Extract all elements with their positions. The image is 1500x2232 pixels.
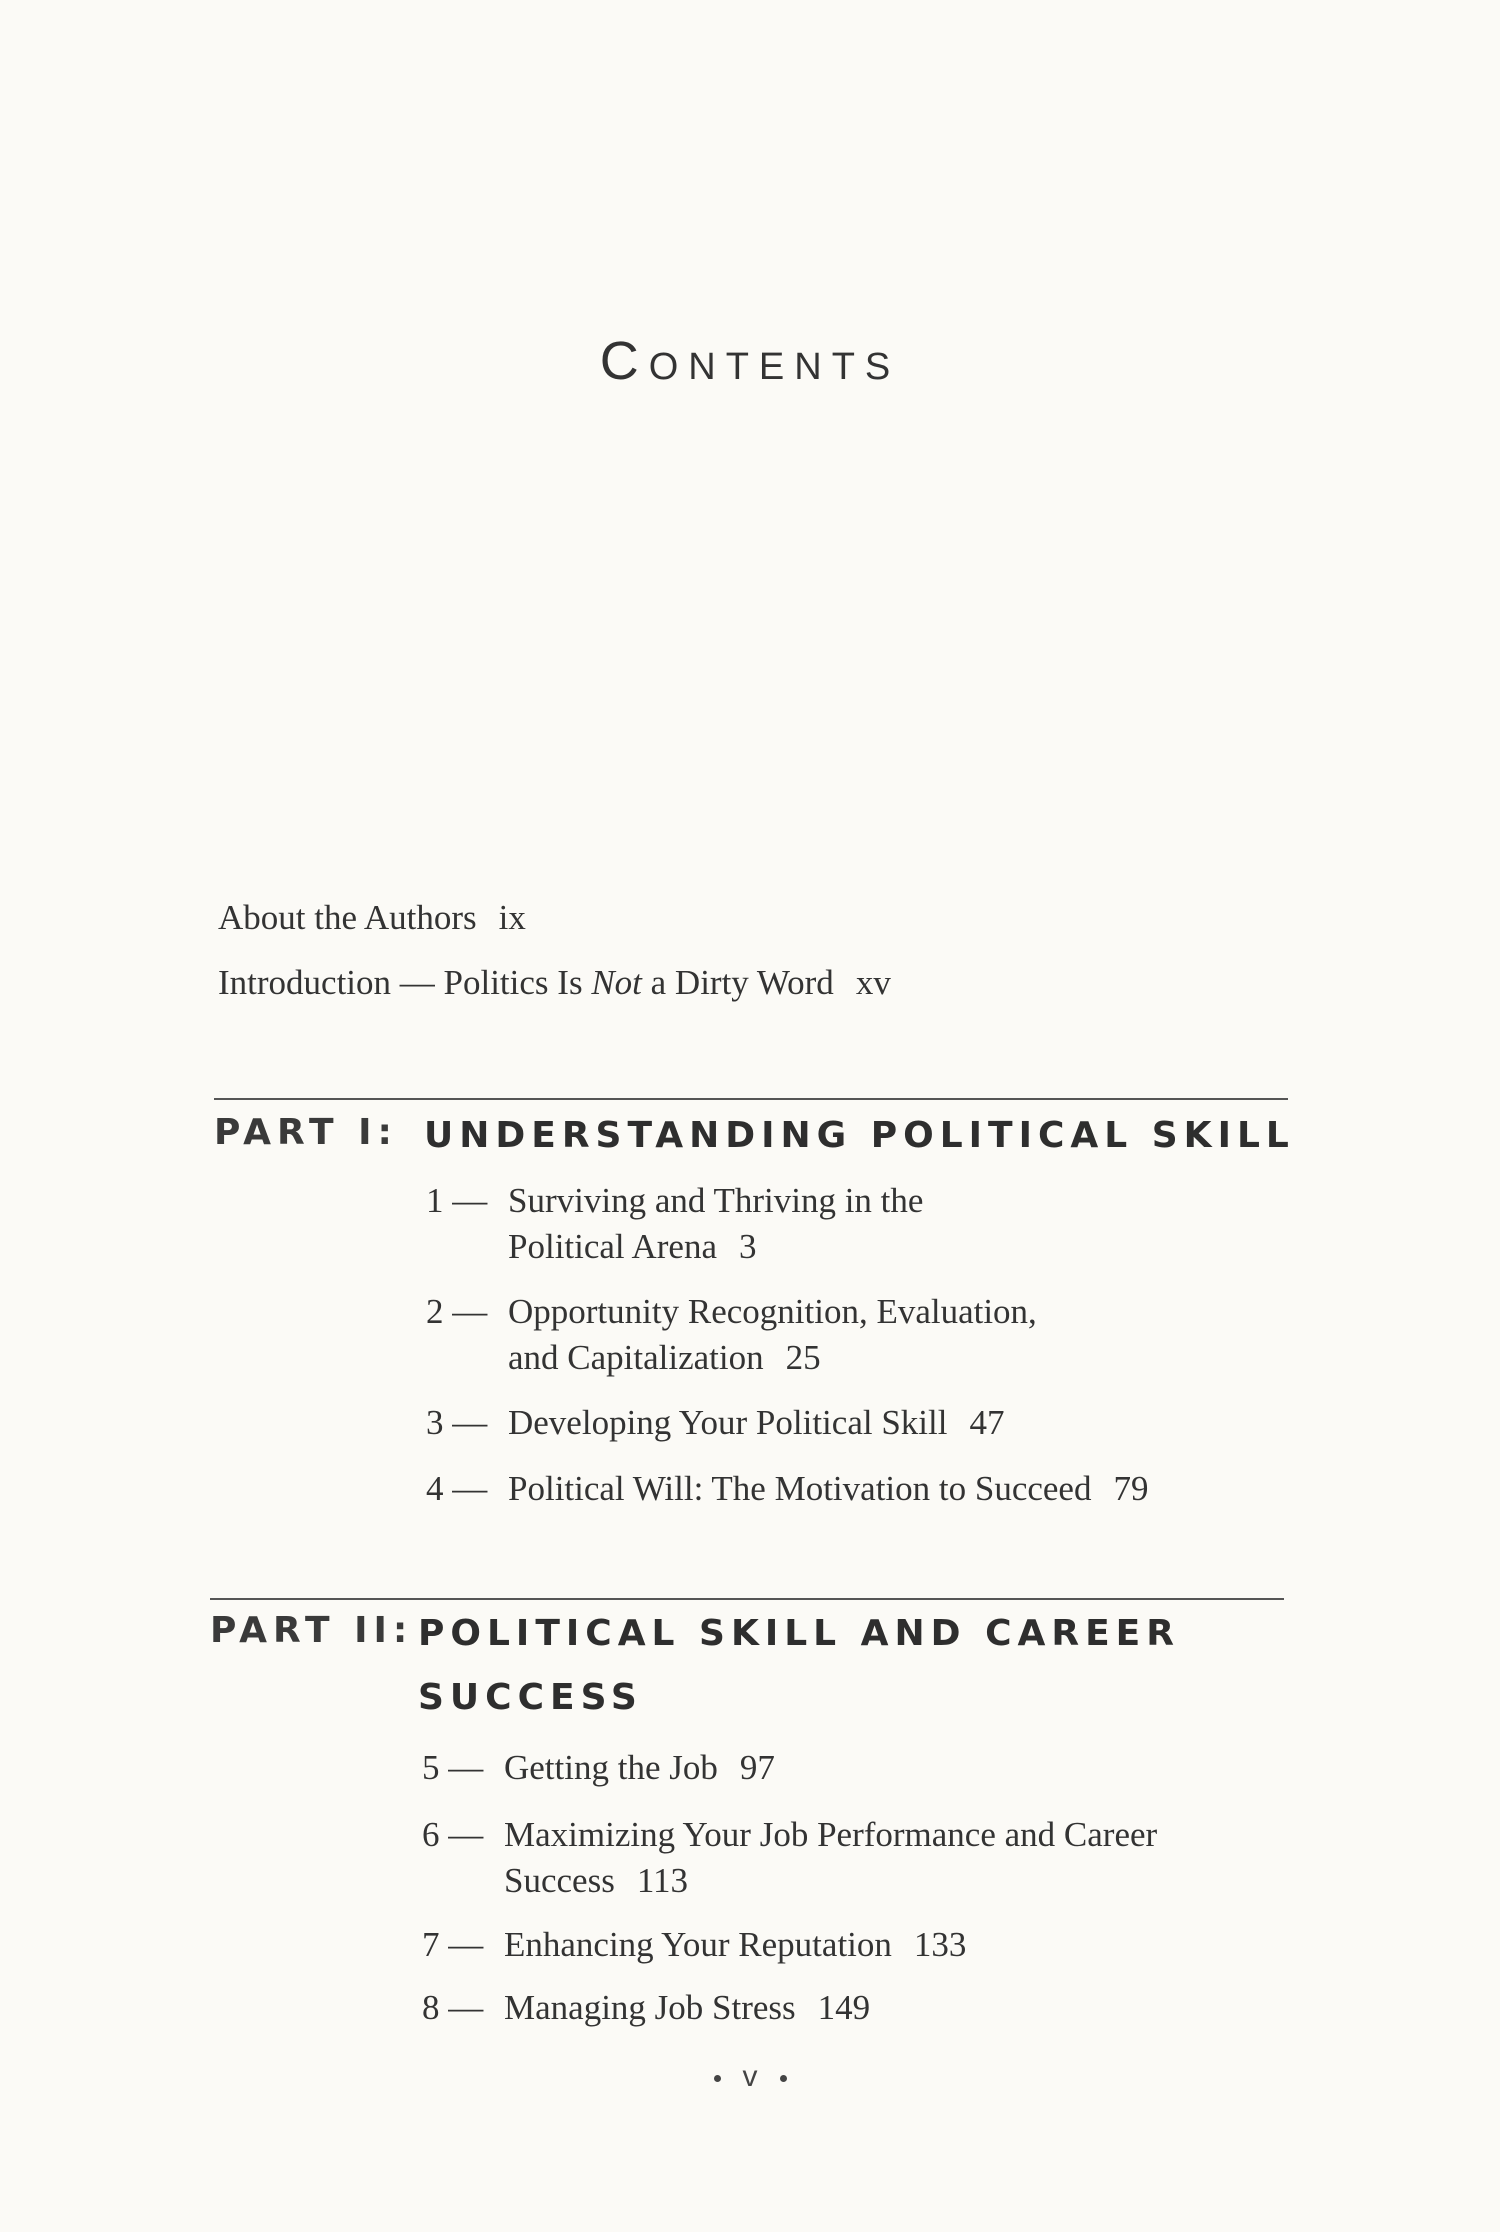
toc-chapter-3[interactable] <box>426 1400 1004 1446</box>
chapter-page: 149 <box>817 1988 871 2027</box>
page-number <box>0 2060 1500 2094</box>
folio-numeral: v <box>742 2060 758 2093</box>
toc-chapter-1[interactable] <box>426 1178 923 1270</box>
part-title-line2: SUCCESS <box>418 1677 643 1718</box>
toc-entry-label-start: Introduction — Politics Is <box>218 963 592 1002</box>
toc-entry-introduction[interactable] <box>218 963 891 1003</box>
toc-chapter-2[interactable] <box>426 1289 1037 1381</box>
toc-entry-label-end: a Dirty Word <box>641 963 834 1002</box>
toc-chapter-6[interactable] <box>422 1812 1157 1904</box>
bullet-icon <box>714 2075 721 2082</box>
bullet-icon <box>780 2075 787 2082</box>
chapter-title: Developing Your Political Skill <box>508 1403 948 1442</box>
chapter-page: 25 <box>785 1338 821 1377</box>
chapter-page: 133 <box>913 1925 967 1964</box>
part-title-line1: POLITICAL SKILL AND CAREER <box>418 1613 1180 1654</box>
toc-chapter-4[interactable] <box>426 1466 1148 1512</box>
chapter-page: 47 <box>969 1403 1005 1442</box>
chapter-number: 1 — <box>426 1181 488 1220</box>
chapter-page: 113 <box>636 1861 689 1900</box>
chapter-number: 3 — <box>426 1403 488 1442</box>
chapter-title: Political Will: The Motivation to Succeed <box>508 1469 1092 1508</box>
toc-entry-label: About the Authors <box>218 898 477 937</box>
toc-entry-page: ix <box>498 898 526 937</box>
chapter-page: 79 <box>1113 1469 1149 1508</box>
chapter-title-line2: Political Arena <box>508 1227 717 1266</box>
chapter-page: 97 <box>739 1748 775 1787</box>
part-label: PART I: <box>214 1112 398 1153</box>
part-title: UNDERSTANDING POLITICAL SKILL <box>424 1115 1295 1156</box>
chapter-title: Enhancing Your Reputation <box>504 1925 892 1964</box>
chapter-title: Managing Job Stress <box>504 1988 796 2027</box>
chapter-title-line1: Opportunity Recognition, Evaluation, <box>508 1292 1037 1331</box>
page-title: Contents <box>599 331 901 391</box>
chapter-number: 7 — <box>422 1925 484 1964</box>
part-title <box>418 1602 1180 1730</box>
part-divider-rule <box>210 1598 1284 1600</box>
chapter-number: 8 — <box>422 1988 484 2027</box>
toc-chapter-7[interactable] <box>422 1922 966 1968</box>
toc-entry-page: xv <box>855 963 891 1002</box>
chapter-title-line1: Maximizing Your Job Performance and Career <box>504 1815 1158 1854</box>
chapter-number: 2 — <box>426 1292 488 1331</box>
toc-chapter-8[interactable] <box>422 1985 870 2031</box>
chapter-title-line1: Surviving and Thriving in the <box>508 1181 924 1220</box>
chapter-number: 5 — <box>422 1748 484 1787</box>
chapter-title-line2: and Capitalization <box>508 1338 764 1377</box>
part-divider-rule <box>214 1098 1288 1100</box>
toc-chapter-5[interactable] <box>422 1745 775 1791</box>
toc-entry-label-italic: Not <box>591 963 642 1002</box>
chapter-title: Getting the Job <box>504 1748 718 1787</box>
part-label: PART II: <box>210 1610 414 1651</box>
chapter-number: 6 — <box>422 1815 484 1854</box>
chapter-number: 4 — <box>426 1469 488 1508</box>
chapter-page: 3 <box>738 1227 757 1266</box>
chapter-title-line2: Success <box>504 1861 615 1900</box>
toc-entry-about-authors[interactable] <box>218 898 526 938</box>
